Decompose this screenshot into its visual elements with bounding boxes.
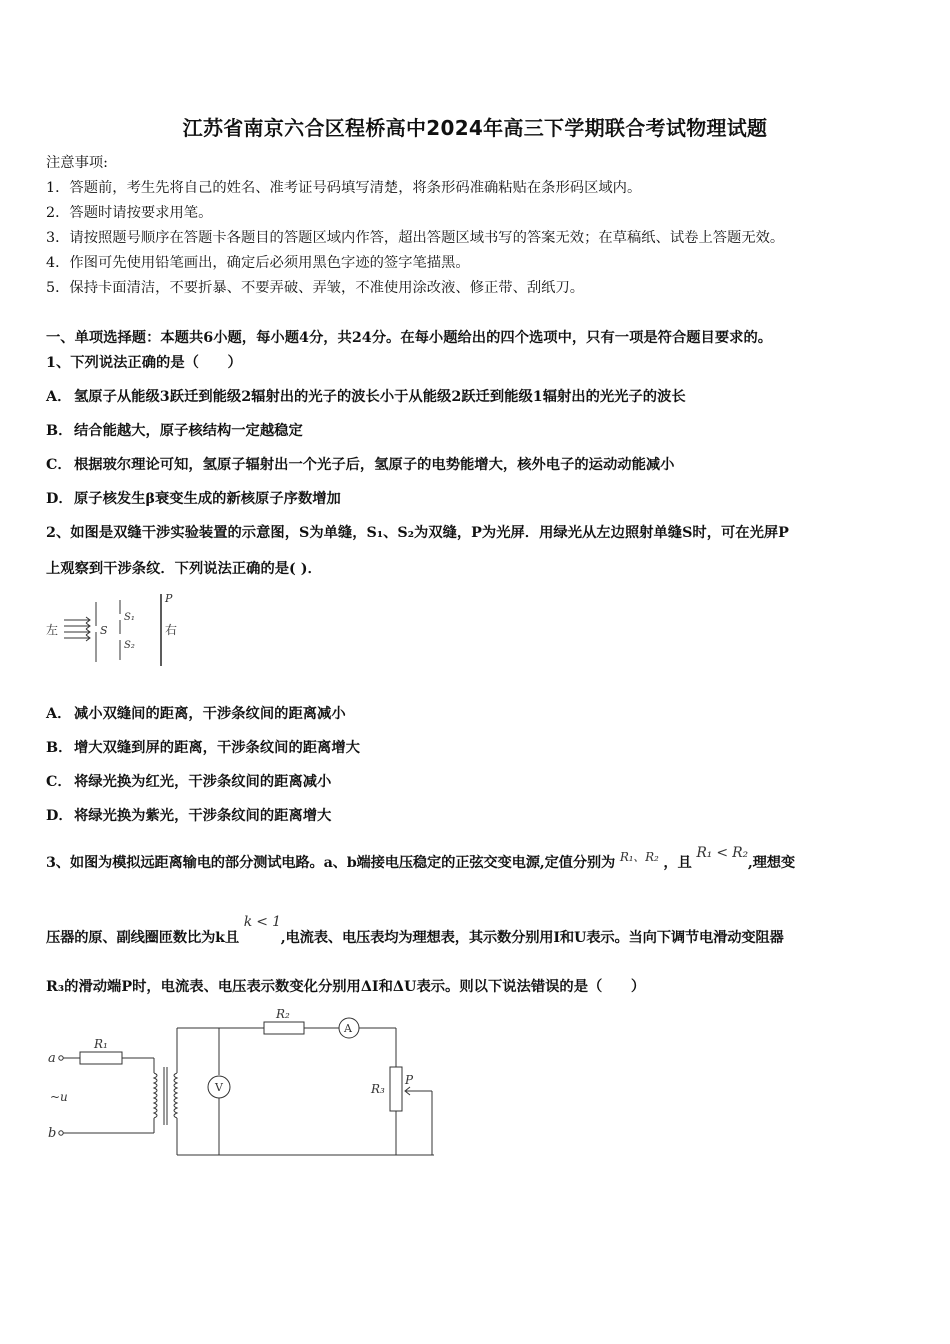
circuit-diagram [44,1005,444,1165]
voltmeter-label: V [215,1081,223,1094]
slider-p-label: P [405,1073,414,1087]
option-text: 根据玻尔理论可知，氢原子辐射出一个光子后，氢原子的电势能增大，核外电子的运动动能减小 [74,457,675,473]
option-text: 结合能越大，原子核结构一定越稳定 [74,423,303,439]
option-label: D． [46,491,73,507]
option-text: 增大双缝到屏的距离，干涉条纹间的距离增大 [74,740,360,756]
question-3-stem-line-2 [46,914,784,947]
option-text: 减小双缝间的距离，干涉条纹间的距离减小 [74,706,346,722]
question-3-stem-line-3: R₃的滑动端P时，电流表、电压表示数变化分别用ΔI和ΔU表示。则以下说法错误的是（ ） [46,979,646,995]
question-2-option-d [46,805,331,825]
option-label: B． [46,423,73,439]
terminal-a-label: a [48,1051,56,1066]
math-r1-lt-r2: R₁ < R₂ [696,845,748,861]
question-2-option-a [46,703,346,723]
source-u-label: ~u [50,1090,68,1104]
label-left: 左 [46,623,59,637]
question-1-option-a [46,386,686,406]
stem-text: ,电流表、电压表均为理想表，其示数分别用I和U表示。当向下调节电滑动变阻器 [280,930,784,946]
label-p: P [165,592,173,605]
notice-item: 5．保持卡面清洁，不要折暴、不要弄破、弄皱，不准使用涂改液、修正带、刮纸刀。 [46,280,585,296]
notice-item: 1．答题前，考生先将自己的姓名、准考证号码填写清楚，将条形码准确粘贴在条形码区域内。 [46,180,642,196]
option-text: 将绿光换为红光，干涉条纹间的距离减小 [74,774,332,790]
stem-text: 压器的原、副线圈匝数比为k且 [46,930,239,946]
double-slit-diagram [44,592,194,670]
question-1-option-b [46,420,303,440]
option-text: 将绿光换为紫光，干涉条纹间的距离增大 [74,808,332,824]
option-label: C． [46,774,72,790]
ammeter-label: A [344,1022,352,1035]
option-label: A． [46,706,72,722]
stem-text: ,理想变 [747,855,795,871]
question-1-option-d [46,488,341,508]
question-2-option-c [46,771,331,791]
r2-label: R₂ [276,1007,290,1021]
option-label: A． [46,389,72,405]
label-s: S [100,624,108,637]
r3-label: R₃ [371,1082,385,1096]
question-2-option-b [46,737,360,757]
label-right: 右 [165,623,178,637]
section-header: 一、单项选择题：本题共6小题，每小题4分，共24分。在每小题给出的四个选项中，只有一项是符合题目要求的。 [46,330,773,346]
notice-item: 3．请按照题号顺序在答题卡各题目的答题区域内作答，超出答题区域书写的答案无效；在草稿纸、试卷上答题无效。 [46,230,785,246]
question-3-stem-line-1 [46,845,795,872]
question-2-stem: 上观察到干涉条纹．下列说法正确的是( )． [46,561,322,577]
notice-heading: 注意事项: [46,155,109,171]
r1-label: R₁ [94,1037,108,1051]
option-label: C． [46,457,72,473]
page-title: 江苏省南京六合区程桥高中2024年高三下学期联合考试物理试题 [182,116,768,140]
math-k-lt-1: k < 1 [243,914,281,930]
option-text: 氢原子从能级3跃迁到能级2辐射出的光子的波长小于从能级2跃迁到能级1辐射出的光光子的波长 [74,389,686,405]
option-text: 原子核发生β衰变生成的新核原子序数增加 [74,491,341,507]
option-label: D． [46,808,73,824]
math-r1-r2: R₁、R₂ [619,850,659,864]
question-2-stem: 2、如图是双缝干涉实验装置的示意图，S为单缝，S₁、S₂为双缝，P为光屏．用绿光从左边照射单缝S时，可在光屏P [46,525,789,541]
stem-text: 3、如图为模拟远距离输电的部分测试电路。a、b端接电压稳定的正弦交变电源,定值分别为 [46,855,616,871]
question-1-stem: 1、下列说法正确的是（ ） [46,355,242,371]
label-s1: S₁ [124,612,135,623]
stem-text: ，且 [663,855,692,871]
option-label: B． [46,740,73,756]
notice-item: 4．作图可先使用铅笔画出，确定后必须用黑色字迹的签字笔描黑。 [46,255,470,271]
notice-item: 2．答题时请按要求用笔。 [46,205,213,221]
question-1-option-c [46,454,674,474]
terminal-b-label: b [48,1126,57,1141]
label-s2: S₂ [124,640,135,651]
